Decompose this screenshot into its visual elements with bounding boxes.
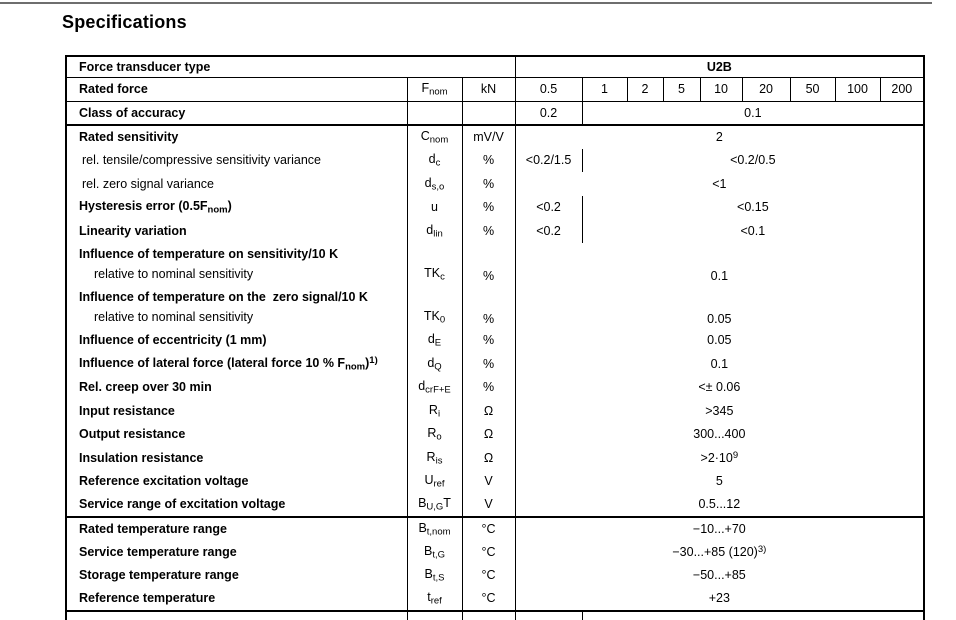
spec-unit: °C [462, 517, 515, 541]
spec-label: Rated temperature range [79, 521, 227, 536]
spec-unit: % [462, 286, 515, 329]
spec-symbol: $d_Q$ [407, 352, 462, 376]
spec-value: −50...+85 [515, 564, 923, 588]
spec-value-rest: <0.15 [582, 196, 923, 220]
spec-symbol: $R_o$ [407, 423, 462, 447]
spec-unit: V [462, 470, 515, 494]
spec-unit: Ω [462, 423, 515, 447]
spec-row [67, 219, 923, 243]
spec-value-rest: <0.1 [582, 219, 923, 243]
spec-unit: °C [462, 587, 515, 611]
spec-value-first [515, 611, 582, 620]
spec-value: 0.1 [515, 352, 923, 376]
spec-row [67, 329, 923, 353]
spec-row [67, 243, 923, 286]
spec-symbol: $d_{crF+E}$ [407, 376, 462, 400]
spec-symbol: $B_{t,nom}$ [407, 517, 462, 541]
spec-symbol: $F_{nom}$ [407, 77, 462, 101]
rated-force-value: 100 [835, 77, 880, 101]
spec-label: Storage temperature range [79, 568, 239, 583]
spec-label: Input resistance [79, 403, 175, 418]
spec-value-first: <0.2 [515, 196, 582, 220]
spec-symbol: $R_{is}$ [407, 446, 462, 470]
spec-label: Influence of lateral force (lateral force 10 % $F_{nom})^{1)}$ [79, 355, 378, 373]
page-title: Specifications [62, 12, 187, 32]
spec-symbol: $t_{ref}$ [407, 587, 462, 611]
spec-label: Influence of eccentricity (1 mm) [79, 333, 267, 348]
spec-symbol: $d_{s,o}$ [407, 172, 462, 196]
spec-row [67, 196, 923, 220]
spec-value-rest: 0.1 [582, 101, 923, 125]
spec-unit: % [462, 172, 515, 196]
spec-label: Reference excitation voltage [79, 474, 249, 489]
rated-force-value: 1 [582, 77, 627, 101]
spec-label: Class of accuracy [67, 101, 407, 125]
spec-unit: Ω [462, 399, 515, 423]
spec-value: 5 [515, 470, 923, 494]
spec-row [67, 493, 923, 517]
spec-row-transducer-type [67, 57, 923, 77]
spec-symbol [407, 101, 462, 125]
spec-unit [462, 101, 515, 125]
spec-value: $>2\cdot 10^9$ [515, 446, 923, 470]
spec-label: Linearity variation [79, 223, 187, 238]
spec-row-accuracy [67, 101, 923, 125]
spec-value: <1 [515, 172, 923, 196]
spec-unit: % [462, 329, 515, 353]
rated-force-value: 2 [627, 77, 663, 101]
spec-label: Rel. creep over 30 min [79, 380, 212, 395]
spec-symbol: u [407, 196, 462, 220]
spec-value: 0.1 [515, 243, 923, 286]
spec-label: rel. tensile/compressive sensitivity variance [82, 153, 321, 168]
spec-row [67, 399, 923, 423]
spec-value: 0.05 [515, 286, 923, 329]
specifications-table [65, 55, 925, 620]
rated-force-value: 5 [663, 77, 700, 101]
spec-symbol: $B_{U,G}T$ [407, 493, 462, 517]
spec-value: +23 [515, 587, 923, 611]
spec-value-first: <0.2/1.5 [515, 149, 582, 173]
spec-value: −10...+70 [515, 517, 923, 541]
spec-label: Output resistance [79, 427, 186, 442]
spec-symbol: $d_{lin}$ [407, 219, 462, 243]
spec-value-rest: <0.2/0.5 [582, 149, 923, 173]
spec-row-rated-force [67, 77, 923, 101]
spec-unit: V [462, 493, 515, 517]
spec-value: >345 [515, 399, 923, 423]
spec-symbol: $U_{ref}$ [407, 470, 462, 494]
spec-unit: % [462, 243, 515, 286]
spec-value-rest [582, 611, 923, 620]
spec-value: <± 0.06 [515, 376, 923, 400]
rated-force-value: 200 [880, 77, 923, 101]
spec-value-first: 0.2 [515, 101, 582, 125]
spec-label: Influence of temperature on the zero signal/10 K relative to nominal sensitivity [79, 290, 368, 324]
spec-value: 0.05 [515, 329, 923, 353]
spec-unit: % [462, 376, 515, 400]
transducer-type-value: U2B [515, 57, 923, 77]
spec-label: Hysteresis error $(0.5F_{nom})$ [79, 199, 232, 216]
spec-symbol [407, 611, 462, 620]
spec-unit: mV/V [462, 125, 515, 149]
spec-unit: kN [462, 77, 515, 101]
spec-unit: °C [462, 564, 515, 588]
spec-label: Rated sensitivity [79, 130, 179, 145]
spec-value: 0.5...12 [515, 493, 923, 517]
spec-row [67, 517, 923, 541]
spec-label: rel. zero signal variance [82, 176, 215, 191]
spec-row [67, 540, 923, 564]
spec-value-first: <0.2 [515, 219, 582, 243]
spec-label [67, 611, 407, 620]
spec-label: Rated force [67, 77, 407, 101]
spec-symbol: $d_E$ [407, 329, 462, 353]
spec-unit [462, 611, 515, 620]
spec-symbol: $TK_c$ [407, 243, 462, 286]
spec-row [67, 125, 923, 149]
spec-value: 2 [515, 125, 923, 149]
spec-label: Service range of excitation voltage [67, 493, 407, 517]
spec-value: 300...400 [515, 423, 923, 447]
spec-row [67, 587, 923, 611]
spec-unit: °C [462, 540, 515, 564]
rated-force-value: 50 [790, 77, 835, 101]
spec-row [67, 423, 923, 447]
spec-label: Service temperature range [79, 544, 237, 559]
spec-unit: % [462, 149, 515, 173]
spec-symbol: $TK_0$ [407, 286, 462, 329]
spec-label: Insulation resistance [79, 450, 204, 465]
spec-value: −30...+85 $(120)^{3)}$ [515, 540, 923, 564]
rated-force-value: 0.5 [515, 77, 582, 101]
spec-row-partial [67, 611, 923, 620]
spec-row [67, 172, 923, 196]
spec-row [67, 376, 923, 400]
spec-unit: % [462, 219, 515, 243]
spec-label: Reference temperature [67, 587, 407, 611]
spec-row [67, 564, 923, 588]
page-top-border [0, 2, 932, 4]
rated-force-value: 10 [700, 77, 742, 101]
spec-label: Influence of temperature on sensitivity/10 K relative to nominal sensitivity [79, 247, 339, 281]
spec-symbol: $d_c$ [407, 149, 462, 173]
spec-label: Force transducer type [67, 57, 515, 77]
spec-unit: Ω [462, 446, 515, 470]
spec-symbol: $C_{nom}$ [407, 125, 462, 149]
spec-row [67, 149, 923, 173]
spec-symbol: $B_{t,G}$ [407, 540, 462, 564]
spec-row [67, 446, 923, 470]
spec-row [67, 470, 923, 494]
rated-force-value: 20 [742, 77, 790, 101]
spec-symbol: $R_i$ [407, 399, 462, 423]
spec-row [67, 352, 923, 376]
spec-row [67, 286, 923, 329]
spec-unit: % [462, 196, 515, 220]
spec-unit: % [462, 352, 515, 376]
spec-symbol: $B_{t,S}$ [407, 564, 462, 588]
